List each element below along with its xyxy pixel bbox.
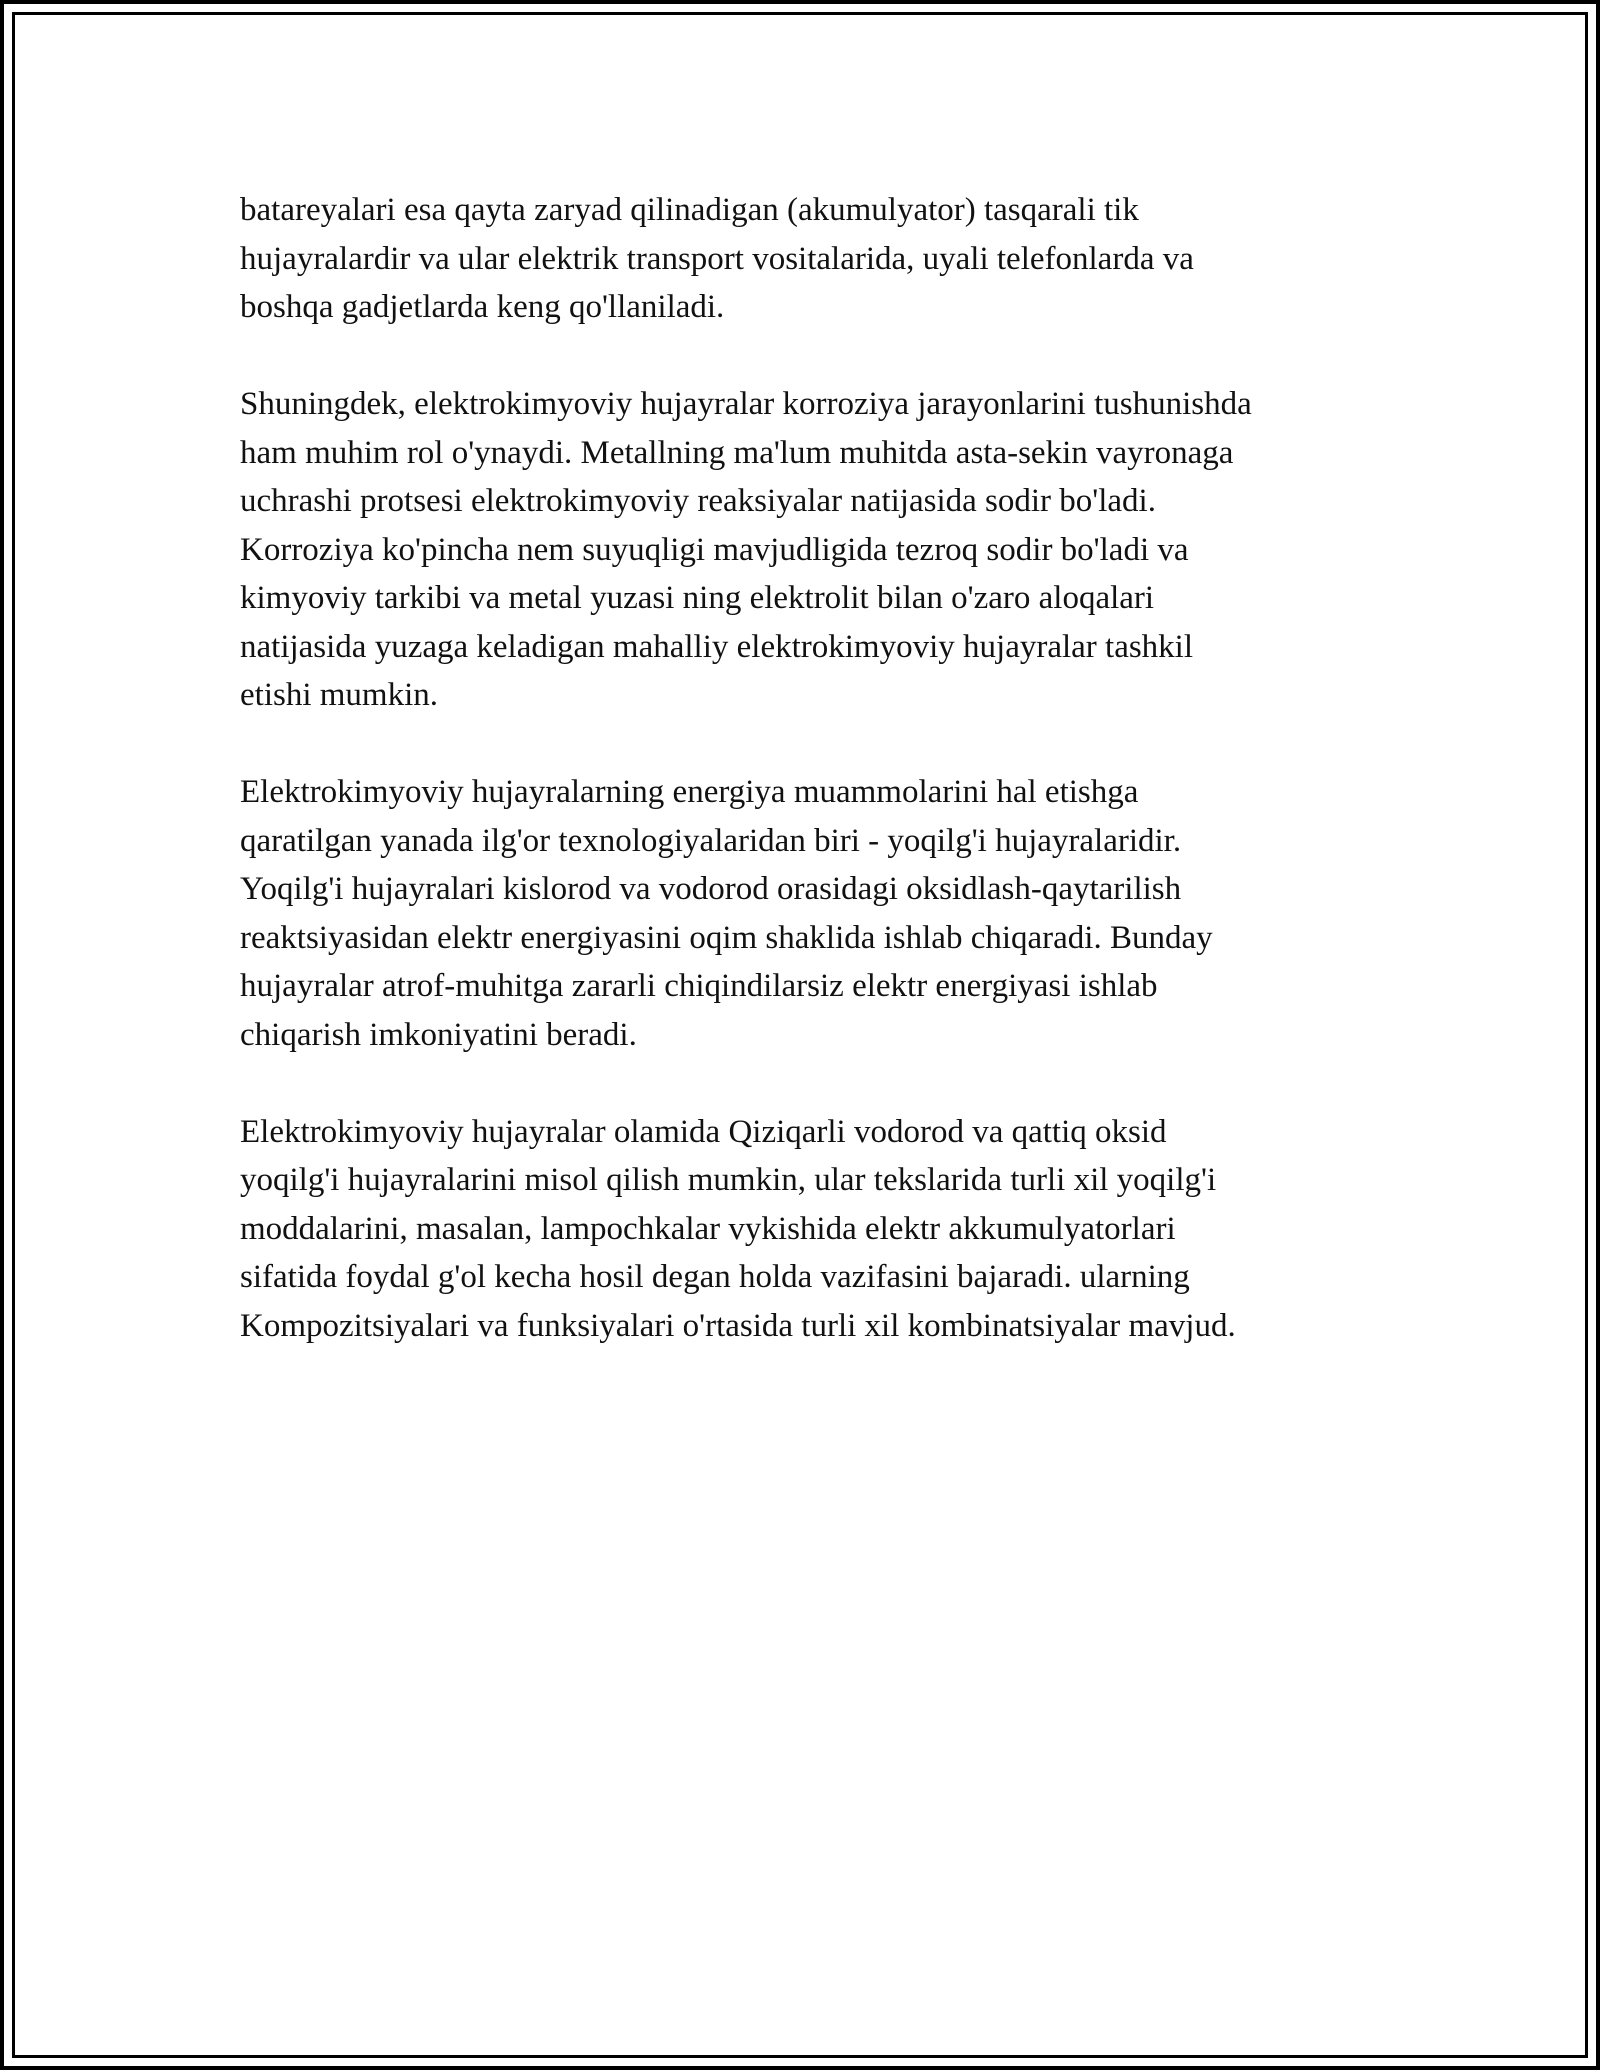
text-line: reaktsiyasidan elektr energiyasini oqim shaklida ishlab chiqaradi. Bunday: [240, 919, 1213, 956]
text-line: natijasida yuzaga keladigan mahalliy elektrokimyoviy hujayralar tashkil: [240, 628, 1194, 665]
paragraph-3: [240, 768, 1390, 1059]
text-line: moddalarini, masalan, lampochkalar vykishida elektr akkumulyatorlari: [240, 1210, 1176, 1247]
text-line: Korroziya ko'pincha nem suyuqligi mavjudligida tezroq sodir bo'ladi va: [240, 531, 1189, 568]
text-line: Yoqilg'i hujayralari kislorod va vodorod orasidagi oksidlash-qaytarilish: [240, 871, 1182, 907]
text-line: boshqa gadjetlarda keng qo'llaniladi.: [240, 289, 725, 325]
text-line: etishi mumkin.: [240, 677, 438, 713]
text-line: Kompozitsiyalari va funksiyalari o'rtasida turli xil kombinatsiyalar mavjud.: [240, 1307, 1236, 1344]
text-line: yoqilg'i hujayralarini misol qilish mumkin, ular tekslarida turli xil yoqilg'i: [240, 1162, 1217, 1198]
text-line: hujayralardir va ular elektrik transport vositalarida, uyali telefonlarda va: [240, 240, 1194, 277]
text-line: ham muhim rol o'ynaydi. Metallning ma'lum muhitda asta-sekin vayronaga: [240, 434, 1234, 471]
paragraph-2: [240, 380, 1390, 720]
text-line: qaratilgan yanada ilg'or texnologiyalaridan biri - yoqilg'i hujayralaridir.: [240, 822, 1182, 859]
text-line: chiqarish imkoniyatini beradi.: [240, 1016, 637, 1053]
text-line: sifatida foydal g'ol kecha hosil degan holda vazifasini bajaradi. ularning: [240, 1259, 1190, 1295]
text-line: Elektrokimyoviy hujayralarning energiya muammolarini hal etishga: [240, 774, 1139, 810]
paragraph-4: [240, 1108, 1390, 1351]
text-line: hujayralar atrof-muhitga zararli chiqindilarsiz elektr energiyasi ishlab: [240, 968, 1158, 1004]
paragraph-1: [240, 186, 1390, 332]
text-line: Shuningdek, elektrokimyoviy hujayralar korroziya jarayonlarini tushunishda: [240, 386, 1252, 422]
text-line: Elektrokimyoviy hujayralar olamida Qiziqarli vodorod va qattiq oksid: [240, 1113, 1167, 1150]
document-body: [240, 186, 1390, 1399]
text-line: uchrashi protsesi elektrokimyoviy reaksiyalar natijasida sodir bo'ladi.: [240, 483, 1156, 519]
text-line: kimyoviy tarkibi va metal yuzasi ning elektrolit bilan o'zaro aloqalari: [240, 580, 1155, 616]
text-line: batareyalari esa qayta zaryad qilinadigan (akumulyator) tasqarali tik: [240, 192, 1139, 228]
